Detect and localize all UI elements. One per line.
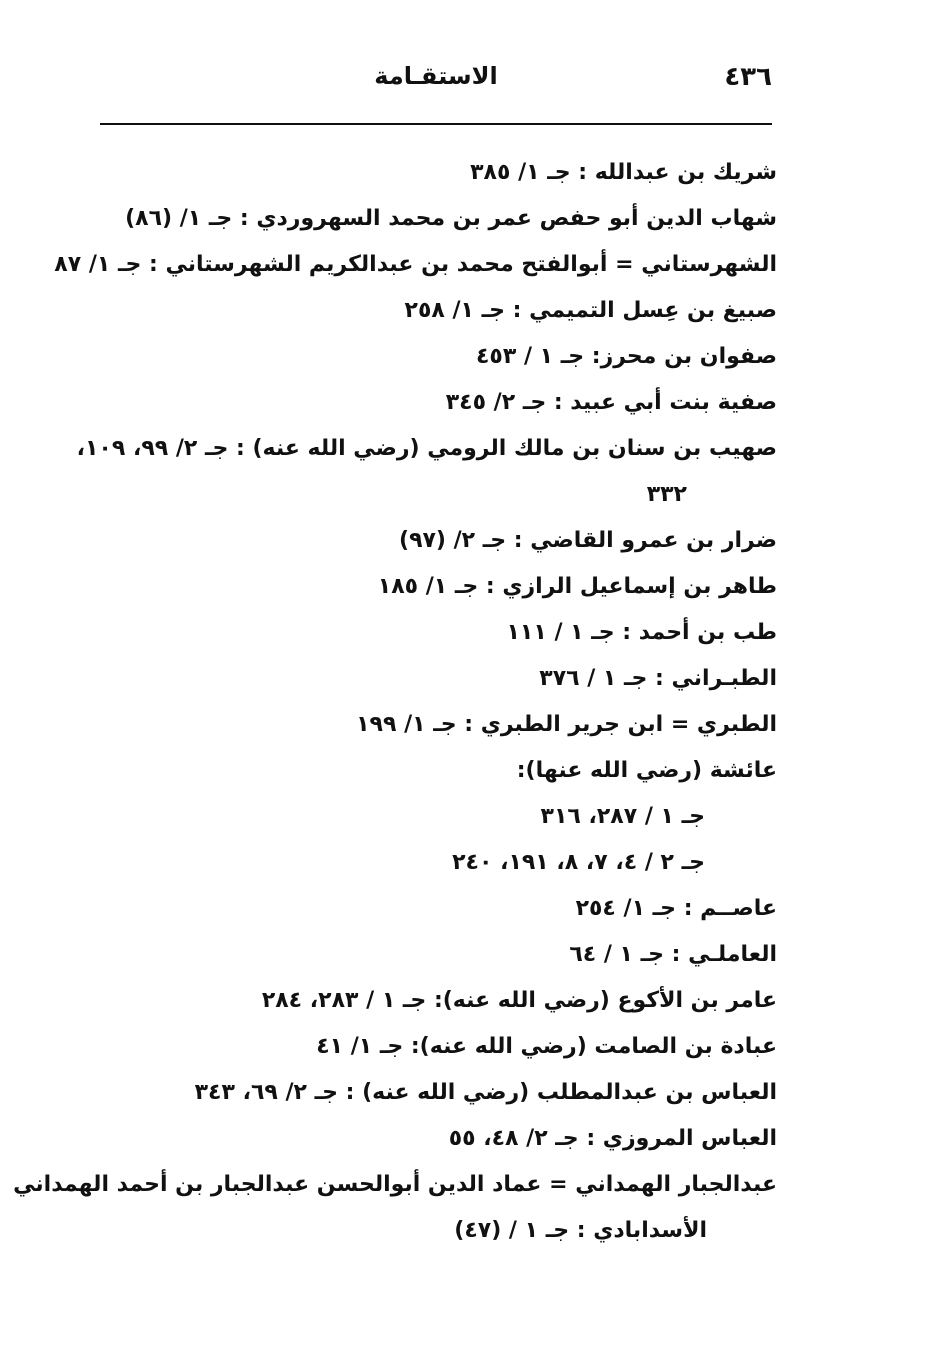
index-entry: صهيب بن سنان بن مالك الرومي (رضي الله عنه) : جـ ٢/ ٩٩، ١٠٩،	[76, 436, 777, 461]
index-entry: الطبري = ابن جرير الطبري : جـ ١/ ١٩٩	[356, 712, 777, 737]
index-entry: العباس بن عبدالمطلب (رضي الله عنه) : جـ ٢/ ٦٩، ٣٤٣	[194, 1080, 777, 1105]
running-title: الاستقـامة	[374, 62, 498, 90]
index-entry: الأسدابادي : جـ ١ / (٤٧)	[454, 1218, 707, 1243]
index-entry: صفوان بن محرز: جـ ١ / ٤٥٣	[476, 344, 777, 369]
index-entry: شريك بن عبدالله : جـ ١/ ٣٨٥	[470, 160, 777, 185]
index-entry: ضرار بن عمرو القاضي : جـ ٢/ (٩٧)	[399, 528, 777, 553]
index-entry: عامر بن الأكوع (رضي الله عنه): جـ ١ / ٢٨٣، ٢٨٤	[261, 988, 777, 1013]
page-header	[100, 62, 772, 102]
index-entry: صفية بنت أبي عبيد : جـ ٢/ ٣٤٥	[445, 390, 777, 415]
index-entry: عائشة (رضي الله عنها):	[516, 758, 777, 783]
index-entry: طب بن أحمد : جـ ١ / ١١١	[506, 620, 777, 645]
index-entry: جـ ١ / ٢٨٧، ٣١٦	[540, 804, 705, 829]
index-entry: ٣٣٢	[646, 482, 687, 507]
index-entry: الطبـراني : جـ ١ / ٣٧٦	[539, 666, 777, 691]
index-entry: الشهرستاني = أبوالفتح محمد بن عبدالكريم الشهرستاني : جـ ١/ ٨٧	[54, 252, 777, 277]
index-entry: جـ ٢ / ٤، ٧، ٨، ١٩١، ٢٤٠	[452, 850, 705, 875]
index-entry: عبادة بن الصامت (رضي الله عنه): جـ ١/ ٤١	[316, 1034, 777, 1059]
index-entry: عاصــم : جـ ١/ ٢٥٤	[575, 896, 777, 921]
header-rule	[100, 123, 772, 125]
page-number: ٤٣٦	[724, 62, 772, 92]
index-entry: شهاب الدين أبو حفص عمر بن محمد السهروردي : جـ ١/ (٨٦)	[125, 206, 777, 231]
index-list	[13, 150, 777, 1254]
index-entry: العاملـي : جـ ١ / ٦٤	[569, 942, 777, 967]
index-entry: عبدالجبار الهمداني = عماد الدين أبوالحسن عبدالجبار بن أحمد الهمداني	[13, 1172, 777, 1197]
index-entry: صبيغ بن عِسل التميمي : جـ ١/ ٢٥٨	[404, 298, 777, 323]
index-entry: العباس المروزي : جـ ٢/ ٤٨، ٥٥	[448, 1126, 777, 1151]
index-entry: طاهر بن إسماعيل الرازي : جـ ١/ ١٨٥	[377, 574, 777, 599]
